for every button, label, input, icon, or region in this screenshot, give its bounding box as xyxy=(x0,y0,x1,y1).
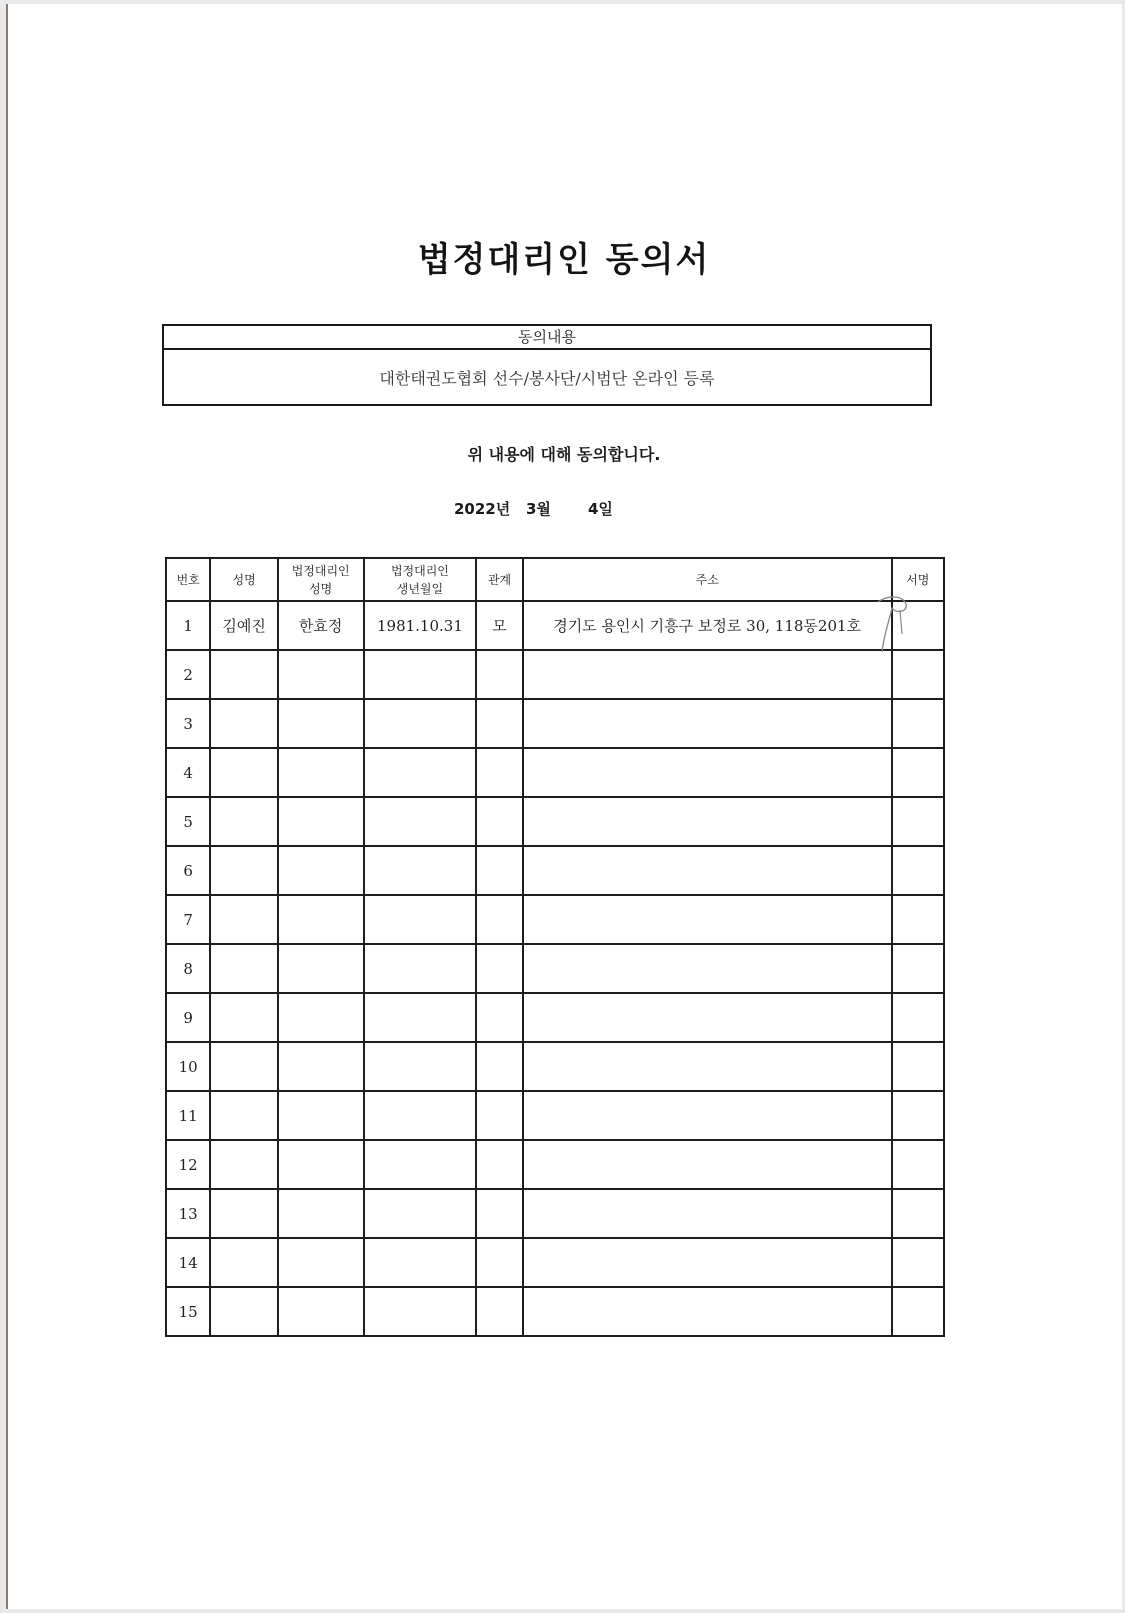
cell-guardian-name xyxy=(278,895,364,944)
cell-no: 14 xyxy=(166,1238,210,1287)
cell-no: 1 xyxy=(166,601,210,650)
table-row xyxy=(166,601,944,650)
cell-no: 6 xyxy=(166,846,210,895)
table-row xyxy=(166,1238,944,1287)
header-relation: 관계 xyxy=(476,558,522,601)
cell-guardian-name xyxy=(278,1140,364,1189)
header-guardian-birth-line2: 생년월일 xyxy=(396,581,444,596)
header-guardian-name xyxy=(278,558,364,601)
header-address: 주소 xyxy=(523,558,892,601)
guardian-table xyxy=(165,557,945,1337)
cell-relation xyxy=(476,895,522,944)
table-row xyxy=(166,944,944,993)
cell-guardian-birth xyxy=(364,797,477,846)
cell-name xyxy=(210,1238,278,1287)
cell-guardian-birth: 1981.10.31 xyxy=(364,601,477,650)
header-signature: 서명 xyxy=(892,558,944,601)
cell-signature xyxy=(892,748,944,797)
table-row xyxy=(166,846,944,895)
table-row xyxy=(166,1140,944,1189)
table-row xyxy=(166,993,944,1042)
cell-guardian-name: 한효정 xyxy=(278,601,364,650)
header-guardian-name-line2: 성명 xyxy=(309,581,333,596)
cell-guardian-name xyxy=(278,797,364,846)
cell-no: 4 xyxy=(166,748,210,797)
cell-address xyxy=(523,699,892,748)
cell-guardian-birth xyxy=(364,944,477,993)
cell-address xyxy=(523,1140,892,1189)
cell-address xyxy=(523,1287,892,1336)
table-body xyxy=(166,601,944,1336)
cell-address xyxy=(523,1238,892,1287)
header-no: 번호 xyxy=(166,558,210,601)
cell-name xyxy=(210,797,278,846)
cell-relation xyxy=(476,1042,522,1091)
cell-no: 13 xyxy=(166,1189,210,1238)
agreement-statement: 위 내용에 대해 동의합니다. xyxy=(467,445,661,464)
cell-signature xyxy=(892,944,944,993)
cell-guardian-name xyxy=(278,1091,364,1140)
cell-no: 8 xyxy=(166,944,210,993)
cell-guardian-birth xyxy=(364,748,477,797)
cell-address xyxy=(523,993,892,1042)
cell-address: 경기도 용인시 기흥구 보정로 30, 118동201호 xyxy=(523,601,892,650)
cell-address xyxy=(523,748,892,797)
cell-relation xyxy=(476,650,522,699)
cell-name xyxy=(210,846,278,895)
table-row xyxy=(166,699,944,748)
cell-signature xyxy=(892,846,944,895)
cell-signature xyxy=(892,1140,944,1189)
cell-relation: 모 xyxy=(476,601,522,650)
cell-name xyxy=(210,1042,278,1091)
cell-guardian-name xyxy=(278,1238,364,1287)
cell-name xyxy=(210,1189,278,1238)
table-row xyxy=(166,1091,944,1140)
header-guardian-name-line1: 법정대리인 xyxy=(291,563,350,578)
cell-relation xyxy=(476,1287,522,1336)
cell-guardian-name xyxy=(278,1042,364,1091)
cell-guardian-birth xyxy=(364,1042,477,1091)
cell-guardian-name xyxy=(278,993,364,1042)
cell-signature xyxy=(892,699,944,748)
cell-address xyxy=(523,846,892,895)
header-guardian-birth-line1: 법정대리인 xyxy=(390,563,449,578)
cell-no: 7 xyxy=(166,895,210,944)
consent-date xyxy=(454,498,613,519)
date-month: 3월 xyxy=(526,500,551,518)
cell-signature xyxy=(892,1238,944,1287)
cell-name xyxy=(210,650,278,699)
cell-address xyxy=(523,944,892,993)
document-page xyxy=(6,4,1122,1609)
cell-guardian-name xyxy=(278,748,364,797)
cell-guardian-birth xyxy=(364,699,477,748)
cell-address xyxy=(523,1091,892,1140)
cell-name xyxy=(210,699,278,748)
cell-relation xyxy=(476,797,522,846)
cell-relation xyxy=(476,944,522,993)
date-year: 2022년 xyxy=(454,500,511,518)
cell-no: 9 xyxy=(166,993,210,1042)
cell-no: 2 xyxy=(166,650,210,699)
consent-content: 대한태권도협회 선수/봉사단/시범단 온라인 등록 xyxy=(379,369,715,388)
table-row xyxy=(166,748,944,797)
cell-no: 11 xyxy=(166,1091,210,1140)
consent-box xyxy=(162,324,932,406)
cell-relation xyxy=(476,1091,522,1140)
cell-guardian-birth xyxy=(364,1091,477,1140)
cell-guardian-birth xyxy=(364,650,477,699)
cell-address xyxy=(523,1042,892,1091)
cell-guardian-birth xyxy=(364,1238,477,1287)
cell-guardian-name xyxy=(278,650,364,699)
cell-signature xyxy=(892,1189,944,1238)
cell-guardian-name xyxy=(278,1189,364,1238)
cell-signature xyxy=(892,1042,944,1091)
cell-no: 12 xyxy=(166,1140,210,1189)
cell-name xyxy=(210,748,278,797)
table-row xyxy=(166,797,944,846)
cell-signature xyxy=(892,1091,944,1140)
cell-guardian-birth xyxy=(364,1189,477,1238)
cell-address xyxy=(523,1189,892,1238)
cell-guardian-birth xyxy=(364,993,477,1042)
cell-no: 10 xyxy=(166,1042,210,1091)
date-day: 4일 xyxy=(588,500,613,518)
table-row xyxy=(166,1042,944,1091)
cell-signature xyxy=(892,797,944,846)
table-row xyxy=(166,895,944,944)
cell-name xyxy=(210,1287,278,1336)
cell-relation xyxy=(476,1140,522,1189)
header-guardian-birth xyxy=(364,558,477,601)
cell-relation xyxy=(476,1238,522,1287)
table-row xyxy=(166,1287,944,1336)
cell-signature xyxy=(892,1287,944,1336)
cell-address xyxy=(523,650,892,699)
consent-header: 동의내용 xyxy=(164,326,930,350)
cell-guardian-name xyxy=(278,1287,364,1336)
header-name: 성명 xyxy=(210,558,278,601)
table-row xyxy=(166,1189,944,1238)
cell-signature xyxy=(892,993,944,1042)
cell-guardian-name xyxy=(278,699,364,748)
cell-name xyxy=(210,895,278,944)
cell-guardian-name xyxy=(278,846,364,895)
cell-address xyxy=(523,797,892,846)
cell-no: 3 xyxy=(166,699,210,748)
cell-guardian-name xyxy=(278,944,364,993)
cell-address xyxy=(523,895,892,944)
cell-signature xyxy=(892,601,944,650)
cell-guardian-birth xyxy=(364,846,477,895)
cell-guardian-birth xyxy=(364,1287,477,1336)
cell-name xyxy=(210,993,278,1042)
cell-no: 5 xyxy=(166,797,210,846)
cell-signature xyxy=(892,895,944,944)
table-header-row xyxy=(166,558,944,601)
cell-relation xyxy=(476,846,522,895)
cell-name xyxy=(210,1140,278,1189)
table-row xyxy=(166,650,944,699)
cell-guardian-birth xyxy=(364,895,477,944)
document-title: 법정대리인 동의서 xyxy=(417,240,711,280)
cell-relation xyxy=(476,699,522,748)
cell-relation xyxy=(476,1189,522,1238)
cell-no: 15 xyxy=(166,1287,210,1336)
cell-relation xyxy=(476,748,522,797)
cell-relation xyxy=(476,993,522,1042)
cell-signature xyxy=(892,650,944,699)
cell-guardian-birth xyxy=(364,1140,477,1189)
cell-name xyxy=(210,944,278,993)
cell-name xyxy=(210,1091,278,1140)
cell-name: 김예진 xyxy=(210,601,278,650)
